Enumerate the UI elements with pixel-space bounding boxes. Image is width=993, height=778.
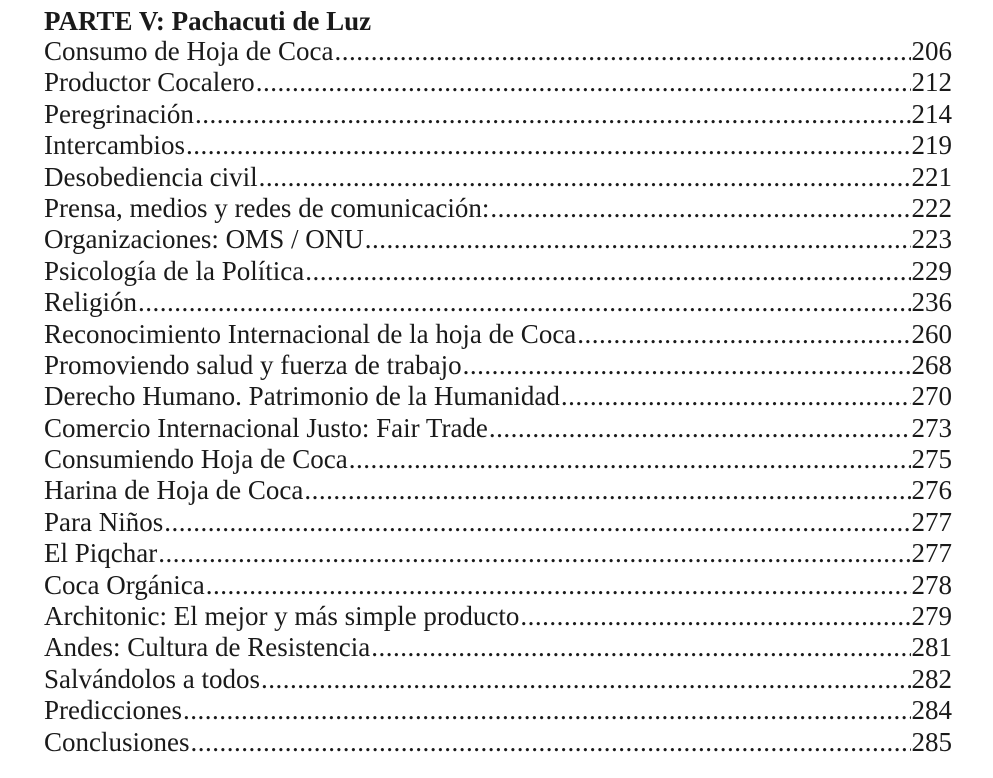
toc-entry[interactable] [44,36,952,67]
toc-entry-list [44,36,952,758]
toc-entry-title: Psicología de la Política [44,255,305,286]
toc-entry-page-number: 281 [911,632,952,663]
toc-entry[interactable] [44,413,952,444]
toc-entry-title: Comercio Internacional Justo: Fair Trade [44,412,488,443]
toc-entry-title: Derecho Humano. Patrimonio de la Humanidad [44,381,560,412]
dot-leader [305,256,910,287]
toc-entry[interactable] [44,67,952,98]
toc-entry-title: El Piqchar [44,538,158,569]
section-heading: PARTE V: Pachacuti de Luz [44,6,372,36]
toc-entry-page-number: 222 [911,192,952,223]
dot-leader [183,695,911,726]
toc-entry[interactable] [44,601,952,632]
toc-entry-title: Religión [44,287,137,318]
toc-entry[interactable] [44,381,952,412]
table-of-contents [44,6,952,758]
toc-entry[interactable] [44,475,952,506]
dot-leader [191,727,911,758]
toc-entry-title: Intercambios [44,130,185,161]
toc-entry-page-number: 214 [911,98,952,129]
toc-entry-page-number: 277 [911,506,952,537]
dot-leader [349,444,911,475]
toc-entry-page-number: 219 [911,130,952,161]
toc-entry-page-number: 236 [911,287,952,318]
toc-entry-page-number: 260 [911,318,952,349]
toc-entry-title: Consumiendo Hoja de Coca [44,444,348,475]
toc-entry-page-number: 212 [911,67,952,98]
toc-entry-page-number: 229 [911,255,952,286]
toc-entry[interactable] [44,507,952,538]
toc-entry[interactable] [44,664,952,695]
toc-entry[interactable] [44,444,952,475]
toc-entry-title: Coca Orgánica [44,569,205,600]
dot-leader [195,99,911,130]
toc-entry-page-number: 284 [911,695,952,726]
toc-entry-page-number: 221 [911,161,952,192]
toc-entry-title: Salvándolos a todos [44,663,260,694]
toc-entry-title: Reconocimiento Internacional de la hoja de Coca [44,318,577,349]
toc-entry-title: Peregrinación [44,98,194,129]
toc-entry-page-number: 282 [911,663,952,694]
toc-entry-title: Para Niños [44,506,164,537]
toc-entry-page-number: 279 [911,601,952,632]
dot-leader [561,381,911,412]
toc-entry[interactable] [44,319,952,350]
toc-entry[interactable] [44,162,952,193]
toc-entry[interactable] [44,130,952,161]
dot-leader [304,475,910,506]
toc-entry[interactable] [44,193,952,224]
toc-entry-title: Promoviendo salud y fuerza de trabajo [44,349,462,380]
toc-entry-title: Architonic: El mejor y más simple producto [44,601,520,632]
toc-entry[interactable] [44,632,952,663]
dot-leader [259,162,911,193]
toc-entry-page-number: 275 [911,444,952,475]
toc-entry-title: Consumo de Hoja de Coca [44,36,334,66]
toc-entry-page-number: 206 [911,36,952,66]
toc-entry[interactable] [44,695,952,726]
toc-entry-page-number: 268 [911,349,952,380]
toc-entry[interactable] [44,727,952,758]
dot-leader [489,413,911,444]
toc-entry[interactable] [44,99,952,130]
dot-leader [520,601,910,632]
toc-entry[interactable] [44,224,952,255]
toc-entry-page-number: 276 [911,475,952,506]
toc-entry-title: Predicciones [44,695,182,726]
dot-leader [371,632,910,663]
dot-leader [186,130,911,161]
toc-entry-title: Prensa, medios y redes de comunicación: [44,192,490,223]
dot-leader [206,570,911,601]
toc-entry-page-number: 270 [911,381,952,412]
toc-entry-page-number: 285 [911,726,952,757]
dot-leader [164,507,910,538]
toc-entry-title: Harina de Hoja de Coca [44,475,304,506]
toc-entry-title: Andes: Cultura de Resistencia [44,632,371,663]
dot-leader [577,319,910,350]
dot-leader [365,224,911,255]
toc-entry-page-number: 278 [911,569,952,600]
dot-leader [463,350,911,381]
toc-entry-title: Desobediencia civil [44,161,258,192]
toc-entry-title: Conclusiones [44,726,190,757]
toc-entry-page-number: 277 [911,538,952,569]
dot-leader [490,193,910,224]
toc-entry[interactable] [44,538,952,569]
toc-entry-page-number: 223 [911,224,952,255]
toc-entry-page-number: 273 [911,412,952,443]
toc-entry[interactable] [44,287,952,318]
dot-leader [138,287,911,318]
toc-entry[interactable] [44,570,952,601]
dot-leader [261,664,911,695]
toc-entry[interactable] [44,350,952,381]
dot-leader [256,67,911,98]
toc-entry-title: Organizaciones: OMS / ONU [44,224,364,255]
dot-leader [158,538,910,569]
dot-leader [334,36,910,67]
toc-entry[interactable] [44,256,952,287]
toc-entry-title: Productor Cocalero [44,67,255,98]
